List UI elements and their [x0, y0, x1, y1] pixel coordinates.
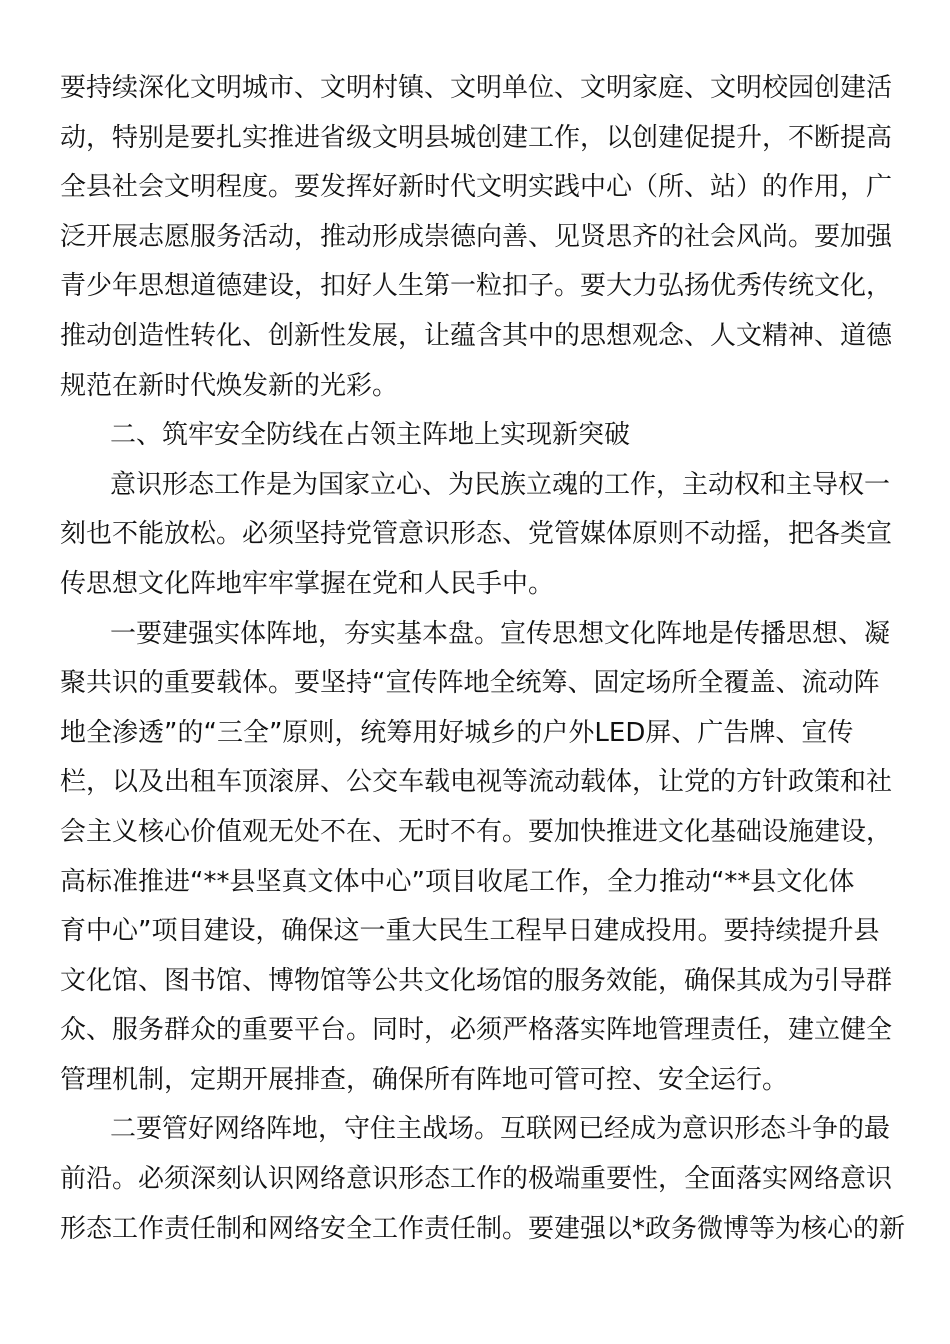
text-line: 刻也不能放松。必须坚持党管意识形态、党管媒体原则不动摇，把各类宣 [60, 519, 893, 550]
text-line: 栏，以及出租车顶滚屏、公交车载电视等流动载体，让党的方针政策和社 [60, 767, 893, 798]
text-line: 前沿。必须深刻认识网络意识形态工作的极端重要性，全面落实网络意识 [60, 1164, 893, 1195]
document-body [60, 64, 906, 1254]
text-line: 高标准推进“**县坚真文体中心”项目收尾工作，全力推动“**县文化体 [60, 866, 855, 897]
text-line: 动，特别是要扎实推进省级文明县城创建工作，以创建促提升，不断提高 [60, 122, 893, 153]
text-line: 规范在新时代焕发新的光彩。 [60, 370, 399, 401]
text-line: 青少年思想道德建设，扣好人生第一粒扣子。要大力弘扬优秀传统文化， [60, 271, 893, 302]
text-line: 文化馆、图书馆、博物馆等公共文化场馆的服务效能，确保其成为引导群 [60, 965, 893, 996]
text-line: 会主义核心价值观无处不在、无时不有。要加快推进文化基础设施建设， [60, 816, 893, 847]
text-line: 地全渗透”的“三全”原则，统筹用好城乡的户外LED屏、广告牌、宣传 [60, 717, 854, 748]
text-line: 聚共识的重要载体。要坚持“宣传阵地全统筹、固定场所全覆盖、流动阵 [60, 668, 880, 699]
text-line: 推动创造性转化、创新性发展，让蕴含其中的思想观念、人文精神、道德 [60, 320, 893, 351]
text-line: 泛开展志愿服务活动，推动形成崇德向善、见贤思齐的社会风尚。要加强 [60, 221, 893, 252]
paragraph-start-line: 一要建强实体阵地，夯实基本盘。宣传思想文化阵地是传播思想、凝 [110, 618, 891, 649]
paragraph-start-line: 二要管好网络阵地，守住主战场。互联网已经成为意识形态斗争的最 [110, 1114, 891, 1145]
text-line: 管理机制，定期开展排查，确保所有阵地可管可控、安全运行。 [60, 1064, 789, 1095]
text-line: 传思想文化阵地牢牢掌握在党和人民手中。 [60, 568, 555, 599]
text-line: 要持续深化文明城市、文明村镇、文明单位、文明家庭、文明校园创建活 [60, 73, 893, 103]
text-line: 全县社会文明程度。要发挥好新时代文明实践中心（所、站）的作用，广 [60, 172, 893, 203]
text-line: 众、服务群众的重要平台。同时，必须严格落实阵地管理责任，建立健全 [60, 1015, 893, 1046]
section-heading: 二、筑牢安全防线在占领主阵地上实现新突破 [110, 420, 631, 451]
paragraph-start-line: 意识形态工作是为国家立心、为民族立魂的工作，主动权和主导权一 [110, 469, 891, 500]
text-line: 育中心”项目建设，确保这一重大民生工程早日建成投用。要持续提升县 [60, 916, 880, 947]
text-line: 形态工作责任制和网络安全工作责任制。要建强以*政务微博等为核心的新 [60, 1213, 906, 1244]
